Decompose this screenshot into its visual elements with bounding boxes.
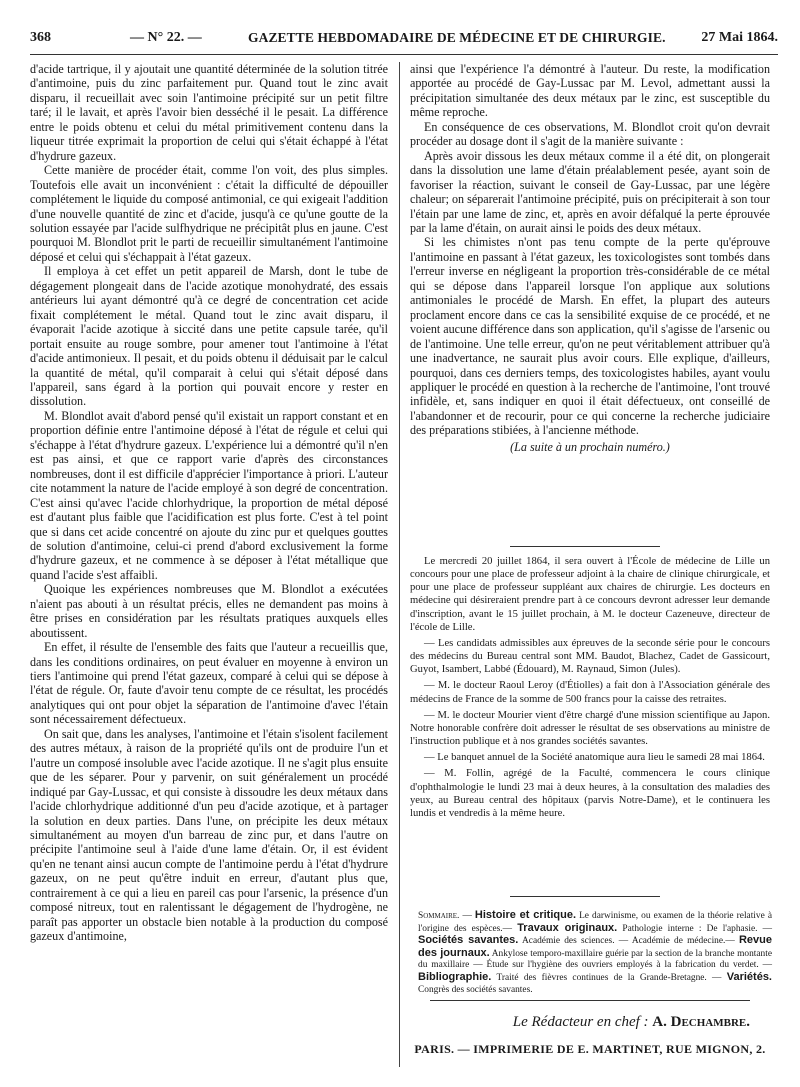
summary-heading: Bibliographie. (418, 970, 492, 983)
summary-block (418, 909, 772, 995)
summary-text: Traité des fièvres continues de la Grande-Bretagne. — (491, 972, 727, 983)
summary-label: Sommaire. — (418, 911, 472, 921)
editor-signature (410, 1014, 750, 1031)
summary-text: Ankylose temporo-maxillaire guérie par la section de la branche montante du maxillaire — Étude sur l'hygiène des ouvriers employés à la fabrication du verdet. — (418, 948, 772, 971)
paragraph: Cette manière de procéder était, comme l'on voit, des plus simples. Toutefois elle avait un inconvénient : c'était la difficulté de dépouiller complétement le liquide du composé antimonial, ce qui exigeait l'addition d'une nouvelle quantité de zinc et d'acide, jusqu'à ce qu'une goutte de la solution essayée par l'acide sulfhydrique ne précipitât plus en jaune. C'est pourquoi M. Blondlot prit le parti de recueillir simultanément l'antimoine déposé et celui qui s'échappait à l'état gazeux. (30, 163, 388, 264)
summary-text: Le darwinisme, ou examen de la théorie relative à l'origine des espèces.— (418, 911, 772, 934)
news-section (410, 555, 770, 880)
summary-heading: Variétés. (726, 970, 772, 983)
news-item: — Le banquet annuel de la Société anatomique aura lieu le samedi 28 mai 1864. (424, 752, 765, 764)
news-item: — M. Follin, agrégé de la Faculté, commencera le cours clinique d'ophthalmologie le lundi 23 mai à deux heures, à la consultation des maladies des yeux, au Bureau central des hôpitaux (parvis Notre-Dame), et le continuera les lundis et vendredis à la même heure. (410, 768, 770, 819)
paragraph: En effet, il résulte de l'ensemble des faits que l'auteur a recueillis que, dans les conditions ordinaires, on peut évaluer en moyenne à environ un tiers l'antimoine qui prend l'état gazeux, comparé à celui qui se dépose à l'état de régule. Or, faute d'avoir tenu compte de ce résultat, les procédés analytiques qui ont pour objet la séparation de l'antimoine d'avec l'étain sont nécessairement défectueux. (30, 640, 388, 727)
section-divider (430, 1000, 750, 1001)
printer-imprint: PARIS. — IMPRIMERIE DE E. MARTINET, RUE MIGNON, 2. (414, 1042, 766, 1056)
summary-heading: Travaux originaux. (517, 921, 618, 934)
page-header (30, 26, 778, 55)
page-number: 368 (30, 30, 51, 45)
paragraph: Quoique les expériences nombreuses que M. Blondlot a exécutées n'aient pas abouti à un résultat précis, elles ne demandent pas moins à être prises en considération par les résultats pratiques auxquels elles aboutissent. (30, 582, 388, 640)
journal-title: GAZETTE HEBDOMADAIRE DE MÉDECINE ET DE CHIRURGIE. (248, 30, 666, 45)
right-column (410, 62, 770, 534)
summary-text: Académie des sciences. — Académie de médecine.— (518, 936, 739, 947)
paragraph: ainsi que l'expérience l'a démontré à l'auteur. Du reste, la modification apportée au procédé de Gay-Lussac par M. Levol, admettant aussi la précipitation simultanée des deux métaux par le zinc, est susceptible du même reproche. (410, 62, 770, 120)
paragraph: Si les chimistes n'ont pas tenu compte de la perte qu'éprouve l'antimoine en passant à l'état gazeux, les toxicologistes sont tombés dans l'erreur inverse en négligeant la proportion très-considérable de ce métal qui se dépose dans l'appareil lorsque l'on applique aux solutions antimoniales le procédé de Marsh. En effet, la plupart des auteurs proclament encore dans ce cas la sensibilité exquise de ce procédé, et ne voient aucune différence dans son application, qu'il s'agisse de l'arsenic ou de l'antimoine. Une telle erreur, qu'on ne peut véritablement attribuer qu'à une inadvertance, ne saurait plus avoir cours. Elle explique, d'ailleurs, pourquoi, dans ces derniers temps, des toxicologistes habiles, ayant voulu appliquer le procédé en question à la recherche de l'antimoine, l'ont trouvé infidèle, et, sans indiquer en quoi il était défectueux, ont conseillé de l'abandonner et de recourir, pour ce qui concerne la recherche judiciaire des préparations stibiées, à l'ancienne méthode. (410, 235, 770, 438)
summary-heading: Histoire et critique. (474, 909, 576, 921)
paragraph: On sait que, dans les analyses, l'antimoine et l'étain s'isolent facilement des autres métaux, à raison de la propriété qu'ils ont de produire l'un et l'autre un composé insoluble avec l'acide azotique. Il ne s'agit plus ensuite que de les séparer. Pour y parvenir, on suit généralement un procédé indiqué par Gay-Lussac, et qui consiste à dissoudre les deux métaux dans l'acide chlorhydrique additionné d'un peu d'acide azotique, et à partager la solution en deux parties. Dans l'une, on précipite les deux métaux simultanément au moyen d'un barreau de zinc pur, et dans l'autre on précipite l'antimoine seul à l'aide d'une lame d'étain. Or, il est évident qu'en ne tenant ainsi aucun compte de l'antimoine perdu à l'état d'hydrure gazeux, on ne peut qu'être induit en erreur, d'autant plus que, contrairement à ce qui a lieu en pareil cas pour l'arsenic, la présence d'un composé nitreux, tout en ralentissant le dégagement de l'hydrogène, ne paraît pas apporter un obstacle bien notable à la production du composé gazeux d'antimoine, (30, 726, 388, 944)
news-item: Le mercredi 20 juillet 1864, il sera ouvert à l'École de médecine de Lille un concours pour une place de professeur adjoint à la chaire de clinique chirurgicale, et pour une place de professeur suppléant aux chaires de chirurgie. Les docteurs en médecine qui désireraient prendre part à ce concours devront adresser leur demande d'inscription, avant le 15 juillet prochain, à M. le docteur Cazeneuve, directeur de l'école de Lille. (410, 556, 770, 633)
news-item: — M. le docteur Raoul Leroy (d'Étiolles) a fait don à l'Association générale des médecins de France de la somme de 500 francs pour la caisse des retraites. (410, 680, 770, 705)
editor-label: Le Rédacteur en chef : (512, 1014, 649, 1030)
paragraph: En conséquence de ces observations, M. Blondlot croit qu'on devrait procéder au dosage dont il s'agit de la manière suivante : (410, 119, 770, 149)
issue-date: 27 Mai 1864. (701, 30, 778, 45)
summary-text: Pathologie interne : De l'aphasie. — (617, 923, 772, 934)
column-divider (399, 62, 400, 1067)
summary-heading: Sociétés savantes. (418, 934, 519, 947)
paragraph: Il employa à cet effet un petit appareil de Marsh, dont le tube de dégagement plongeait dans de l'acide azotique monohydraté, des essais antérieurs lui ayant démontré qu'à ce degré de concentration cet acide fixait complétement le métal. Quand tout le zinc avait disparu, il évaporait l'acide azotique à siccité dans une petite capsule tarée, qu'il portait ensuite au rouge sombre, pour amener tout l'antimoine à l'état d'acide antimonieux. Il pesait, et du poids obtenu il déduisait par le calcul la quantité de métal, qu'il comparait à celui qui s'était déposé dans l'appareil, sans égard à la portion qui pouvait encore y rester en dissolution. (30, 264, 388, 409)
summary-text: Congrès des sociétés savantes. (418, 984, 533, 995)
paragraph: d'acide tartrique, il y ajoutait une quantité déterminée de la solution titrée d'antimoine, puis du zinc parfaitement pur. Quand tout le zinc avait disparu, il recueillait avec soin l'antimoine précipité sur un petit filtre taré; il le lavait, et après l'avoir bien desséché il le pesait. La différence entre le poids obtenu et celui du métal primitivement contenu dans la liqueur titrée exprimait la proportion de celui qui s'était échappé à l'état d'hydrure gazeux. (30, 62, 388, 163)
continuation-note: (La suite à un prochain numéro.) (510, 439, 670, 454)
section-divider (510, 546, 660, 547)
news-item: — M. le docteur Mourier vient d'être chargé d'une mission scientifique au Japon. Notre honorable confrère doit adresser le résultat de ses observations au ministre de l'instruction publique et à nos grandes sociétés savantes. (410, 709, 770, 748)
news-item: — Les candidats admissibles aux épreuves de la seconde série pour le concours des médecins du Bureau central sont MM. Baudot, Blachez, Cadet de Gassicourt, Guyot, Isambert, Labbé (Édouard), M. Raynaud, Simon (Jules). (410, 637, 770, 676)
editor-name: A. Dechambre. (652, 1014, 750, 1030)
summary-heading: Revue des journaux. (418, 934, 772, 959)
paragraph: M. Blondlot avait d'abord pensé qu'il existait un rapport constant et en proportion définie entre l'antimoine déposé à l'état de régule et celui qui s'échappe à l'état d'hydrure gazeux. L'expérience lui a démontré qu'il n'en est pas ainsi, et que ce rapport varie d'après des circonstances nombreuses, dont il est difficile d'apprécier l'importance à priori. L'auteur cite notamment la nature de l'acide employé à son degré de concentration. C'est ainsi qu'avec l'acide chlorhydrique, la proportion de métal déposé est d'autant plus faible que l'acidification est plus forte. C'est à tel point que si dans cet acide concentré on ajoute du zinc pur et quelques gouttes de solution d'antimoine, celui-ci prend d'abord exclusivement la forme d'hydrure gazeux, et ne commence à se déposer à l'état métallique que quand l'acide s'est affaibli. (30, 408, 388, 582)
section-divider (510, 896, 660, 897)
paragraph: Après avoir dissous les deux métaux comme il a été dit, on plongerait dans la dissolution une lame d'étain préalablement pesée, ayant soin de favoriser la réaction, suivant le conseil de Gay-Lussac, par une légère chaleur; on séparerait l'antimoine précipité, puis on précipiterait à son tour l'étain par une lame de zinc, et, après en avoir défalqué la perte éprouvée par la lame d'étain, on aurait ainsi le poids des deux métaux. (410, 148, 770, 235)
left-column (30, 62, 388, 1072)
issue-number: — N° 22. — (130, 30, 202, 45)
